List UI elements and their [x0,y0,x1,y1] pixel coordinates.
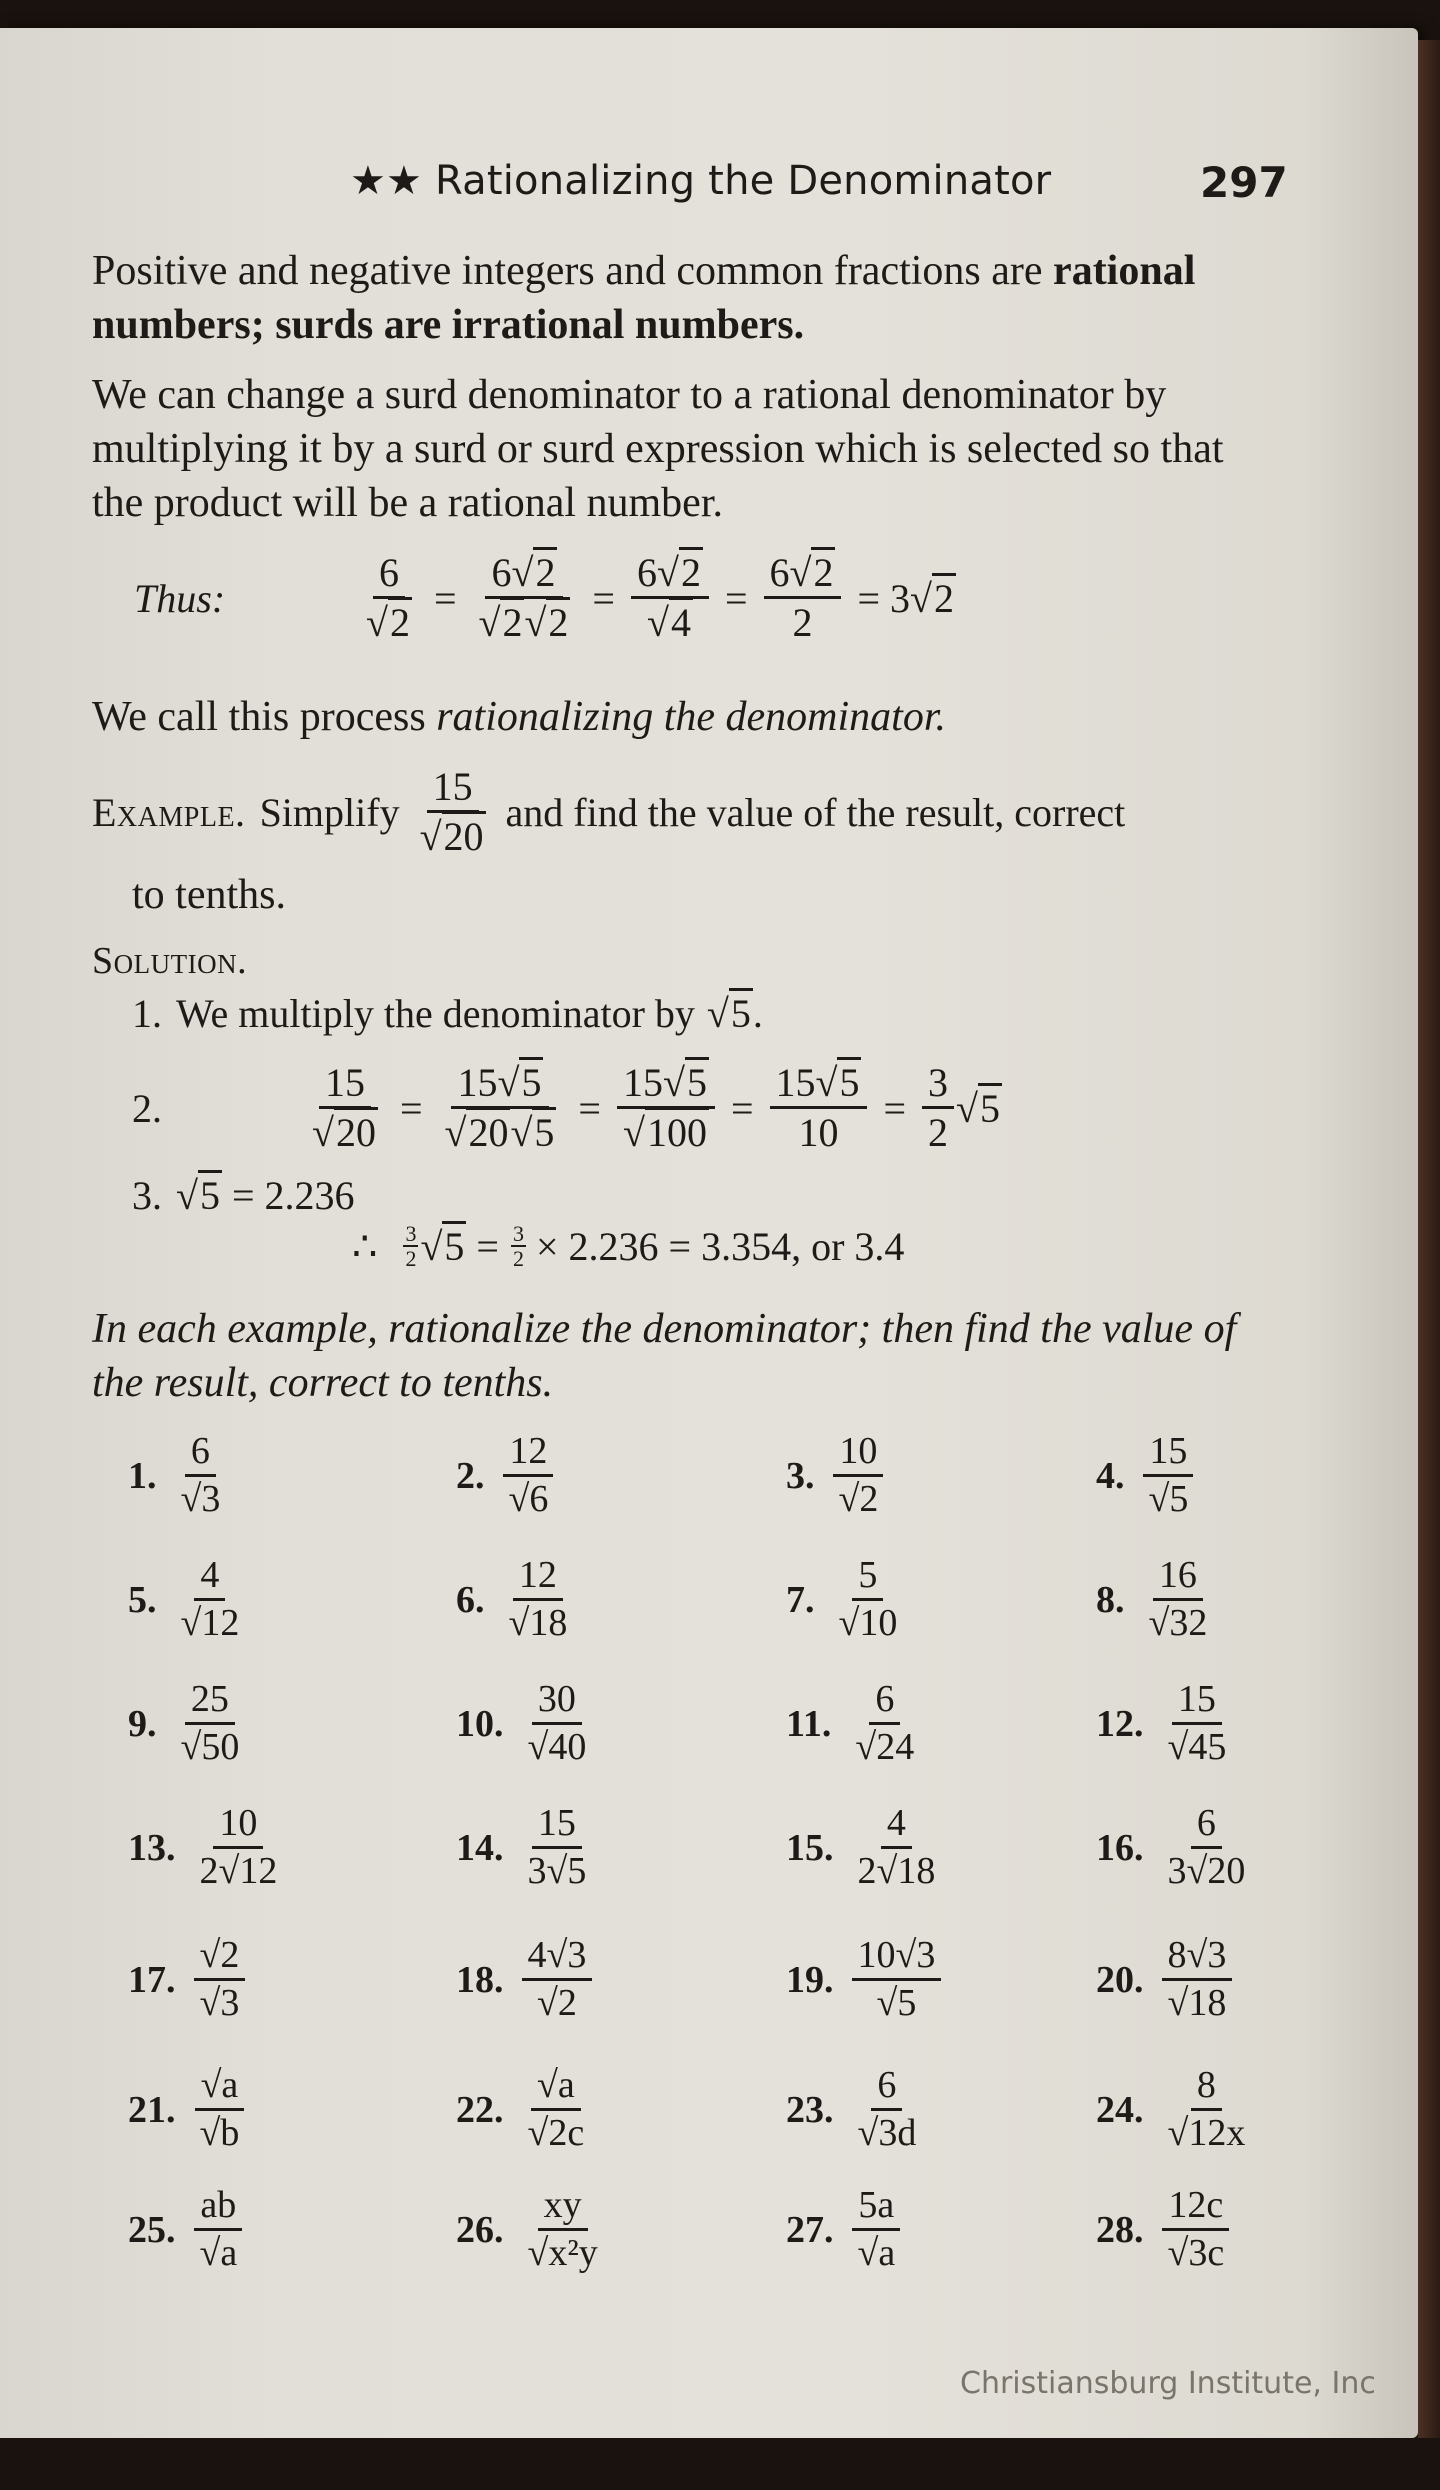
step-text: We multiply the denominator by [176,991,695,1036]
numerator: 15 [319,1062,371,1109]
page-number: 297 [1200,158,1288,207]
numerator: √a [531,2066,581,2111]
exercise-fraction [833,1556,904,1645]
fraction [770,1062,868,1155]
exercise-fraction [852,1936,942,2025]
numerator: 6√2 [631,552,709,599]
therefore-result: × 2.236 = 3.354, or 3.4 [535,1223,905,1269]
denominator: 2√12 [199,1849,278,1892]
example-text: Simplify [259,790,400,835]
denominator: √40 [527,1725,587,1768]
exercise-number: 18. [456,1959,504,2002]
exercise-number: 6. [456,1579,485,1622]
equals: = [592,576,615,621]
numerator: 6 [869,1680,900,1725]
exercise-18 [456,1936,598,2025]
fraction [764,552,842,645]
denominator: √6 [508,1477,549,1520]
numerator: √2 [194,1936,246,1981]
exercise-fraction [852,2186,902,2275]
coefficient: 15 [457,1060,498,1105]
denominator: √3 [199,1981,240,2024]
exercise-number: 13. [128,1827,176,1870]
exercise-fraction [1143,1556,1214,1645]
exercise-fraction [849,1680,920,1769]
step-number: 1. [132,991,162,1036]
numerator: 10 [833,1432,883,1477]
radicand: 2 [500,597,524,645]
exercise-number: 7. [786,1579,815,1622]
period: . [752,991,763,1036]
coefficient: 6 [636,550,657,595]
numerator: 25 [185,1680,235,1725]
numerator: 15 [532,1804,582,1849]
solution-step-1: 1. We multiply the denominator by √5 . [132,990,763,1037]
numerator: 6√2 [485,552,563,599]
process-term: rationalizing the denominator. [436,694,947,740]
numerator: 6 [871,2066,902,2111]
coefficient: 6 [491,550,512,595]
exercise-fraction [522,1804,593,1893]
exercise-4 [1096,1432,1200,1521]
example-fraction [414,766,492,859]
denominator: √50 [180,1725,240,1768]
denominator: 3√5 [527,1849,587,1892]
exercise-11 [786,1680,926,1769]
denominator: 2 [928,1110,949,1155]
denominator: √2 [838,1477,879,1520]
numerator: 6 [373,552,405,599]
exercise-22 [456,2066,596,2155]
exercise-number: 21. [128,2089,176,2132]
fraction [360,552,418,645]
equals: = [399,1086,423,1131]
intro-paragraph-1 [92,244,1272,352]
numerator: 16 [1153,1556,1203,1601]
exercise-number: 22. [456,2089,504,2132]
exercise-number: 11. [786,1703,832,1746]
exercise-23 [786,2066,928,2155]
exercise-1 [128,1432,232,1521]
result: 3√2 [890,575,956,622]
exercise-2 [456,1432,560,1521]
radicand: 5 [729,988,753,1036]
exercise-20 [1096,1936,1238,2025]
exercise-number: 10. [456,1703,504,1746]
radicand: 5 [519,1057,543,1105]
exercise-number: 15. [786,1827,834,1870]
exercise-number: 26. [456,2209,504,2252]
exercise-10 [456,1680,598,1769]
radicand: 5 [532,1107,556,1155]
equals: = [857,576,881,621]
denominator: √x²y [527,2231,598,2274]
exercise-number: 3. [786,1455,815,1498]
denominator: √2 [537,1981,577,2024]
intro-text: Positive and negative integers and common fractions are [92,248,1043,294]
fraction [617,1062,715,1155]
exercise-fraction [194,2066,246,2155]
solution-step-3: 3. √5 = 2.236 [132,1172,355,1219]
book-edge [1418,40,1440,2440]
denominator: √2 [360,599,418,645]
fraction [439,1062,563,1155]
numerator: 12c [1162,2186,1229,2231]
exercise-fraction [194,1804,284,1893]
equals: = [883,1086,907,1131]
thus-equation [134,552,956,645]
exercise-number: 8. [1096,1579,1125,1622]
numerator: √a [195,2066,245,2111]
radicand: 2 [932,573,956,621]
numerator: 15 [1172,1680,1222,1725]
numerator: 6 [185,1432,216,1477]
exercise-26 [456,2186,610,2275]
denominator: √12x [1167,2111,1246,2154]
fraction [403,1222,418,1270]
numerator: 10 [213,1804,263,1849]
radicand: 2 [546,597,570,645]
exercise-number: 25. [128,2209,176,2252]
exercise-fraction [1162,1936,1233,2025]
exercise-fraction [175,1680,246,1769]
radicand: 20 [334,1107,378,1155]
exercise-number: 2. [456,1455,485,1498]
watermark: Christiansburg Institute, Inc [960,2366,1376,2401]
denominator: √20 [414,813,492,859]
exercise-number: 12. [1096,1703,1144,1746]
radicand: 2 [811,547,835,595]
fraction [511,1222,526,1270]
exercise-15 [786,1804,947,1893]
numerator: 12 [503,1432,553,1477]
process-paragraph [92,690,1272,744]
denominator: √a [199,2231,238,2274]
numerator: ab [194,2186,242,2231]
equals: = [730,1086,754,1131]
exercise-fraction [194,2186,244,2275]
denominator: √3d [857,2111,917,2154]
therefore-symbol: ∴ [352,1223,378,1269]
exercise-fraction [503,1432,555,1521]
exercise-14 [456,1804,598,1893]
solution-step-2: 2. $\frac{15}{√20}$ = $\frac{15√5}{√20√5}$ = $\frac{15√5}{√100}$ = $\frac{15√5}{10}$ = $\frac{3}{2}$ √5 [132,1062,1002,1155]
numerator: 4 [194,1556,225,1601]
term-rational: rational numbers [92,248,1196,348]
exercise-number: 5. [128,1579,157,1622]
numerator: 4 [881,1804,912,1849]
exercise-fraction [194,1936,246,2025]
exercise-number: 17. [128,1959,176,2002]
term-irrational: irrational numbers. [451,302,805,348]
radicand: 5 [978,1083,1002,1131]
denominator: √b [199,2111,240,2154]
radicand: 2 [533,547,557,595]
solution-label: Solution. [92,940,248,982]
exercise-17 [128,1936,251,2025]
exercise-number: 19. [786,1959,834,2002]
step-number: 2. [132,1086,162,1131]
radicand: 20 [442,811,486,859]
radicand: 5 [442,1221,466,1269]
denominator: √20√5 [439,1109,563,1155]
exercise-fraction [175,1432,227,1521]
numerator: 6 [1191,1804,1222,1849]
exercise-fraction [1143,1432,1195,1521]
example-label: Example. [92,790,246,835]
denominator: 2 [792,600,813,645]
numerator: 15√5 [617,1062,715,1109]
radicand: 100 [645,1107,709,1155]
exercise-fraction [1162,1680,1233,1769]
coefficient: 15 [622,1060,663,1105]
exercise-28 [1096,2186,1236,2275]
radicand: 2 [388,597,412,645]
exercise-fraction [522,2186,604,2275]
exercise-fraction [522,1680,593,1769]
denominator: √20 [306,1109,384,1155]
instructions: In each example, rationalize the denominator; then find the value of the result, correct to tenths. [92,1306,1237,1406]
exercise-25 [128,2186,249,2275]
denominator: √100 [617,1109,715,1155]
numerator: 3 [512,1221,524,1246]
exercise-9 [128,1680,251,1769]
exercise-5 [128,1556,251,1645]
numerator: 15 [1143,1432,1193,1477]
numerator: 3 [405,1221,417,1246]
coefficient: 6 [769,550,790,595]
exercise-number: 24. [1096,2089,1144,2132]
example-text: and find the value of the result, correct [505,790,1126,835]
exercise-19 [786,1936,947,2025]
numerator: 5 [852,1556,883,1601]
exercise-fraction [1162,1804,1252,1893]
numerator: 8 [1191,2066,1222,2111]
example-continued: to tenths. [132,872,286,918]
exercise-number: 9. [128,1703,157,1746]
exercise-21 [128,2066,251,2155]
coefficient: 15 [775,1060,816,1105]
denominator: 10 [798,1110,839,1155]
denominator: √10 [838,1601,898,1644]
equals: = [724,576,748,621]
denominator: √2c [527,2111,585,2154]
radicand: 5 [198,1170,222,1218]
radicand: 4 [669,597,693,645]
exercise-fraction [503,1556,574,1645]
step-number: 3. [132,1173,162,1218]
equals: = [578,1086,601,1131]
numerator: 4√3 [522,1936,593,1981]
radicand: 5 [837,1057,861,1105]
equals: = [433,576,457,621]
therefore-line: ∴ $\frac{3}{2}$ √5 = $\frac{3}{2}$ × 2.236 = 3.354, or 3.4 [352,1221,905,1272]
exercise-number: 1. [128,1455,157,1498]
running-head: ★★ Rationalizing the Denominator [350,158,1052,204]
exercise-fraction [1162,2186,1231,2275]
numerator: 12 [513,1556,563,1601]
denominator: √5 [1148,1477,1189,1520]
denominator: √3c [1167,2231,1225,2274]
exercise-7 [786,1556,909,1645]
numerator: 15√5 [451,1062,549,1109]
exercise-number: 28. [1096,2209,1144,2252]
denominator: √a [857,2231,896,2274]
exercise-fraction [522,2066,591,2155]
denominator: √4 [641,599,699,645]
thus-label: Thus: [134,576,226,621]
denominator: 2 [405,1246,417,1272]
numerator: 3 [922,1062,954,1109]
numerator: 6√2 [764,552,842,599]
exercise-fraction [852,1804,942,1893]
exercise-number: 20. [1096,1959,1144,2002]
numerator: 10√3 [852,1936,942,1981]
denominator: √3 [180,1477,221,1520]
exercise-fraction [1162,2066,1252,2155]
denominator: √45 [1167,1725,1227,1768]
intro-paragraph-2: We can change a surd denominator to a rational denominator by multiplying it by a surd or surd expression which is selected so that the product will be a rational number. [92,372,1224,526]
fraction [306,1062,384,1155]
process-text: We call this process [92,694,426,740]
exercise-number: 14. [456,1827,504,1870]
denominator: √18 [508,1601,568,1644]
numerator: 8√3 [1162,1936,1233,1981]
exercise-13 [128,1804,289,1893]
radicand: 20 [466,1107,510,1155]
denominator: √32 [1148,1601,1208,1644]
numerator: 15 [427,766,479,813]
exercise-12 [1096,1680,1238,1769]
bottom-background [0,2438,1440,2490]
step-value: = 2.236 [231,1173,355,1218]
numerator: 5a [852,2186,900,2231]
exercise-number: 23. [786,2089,834,2132]
denominator: √12 [180,1601,240,1644]
exercise-fraction [852,2066,923,2155]
exercise-number: 4. [1096,1455,1125,1498]
denominator: 3√20 [1167,1849,1246,1892]
exercise-number: 27. [786,2209,834,2252]
exercise-8 [1096,1556,1219,1645]
exercise-number: 16. [1096,1827,1144,1870]
exercise-fraction [833,1432,885,1521]
intro-text: ; surds are [250,302,442,348]
denominator: √2√2 [473,599,577,645]
exercise-fraction [522,1936,593,2025]
exercise-27 [786,2186,907,2275]
radicand: 2 [679,547,703,595]
exercise-6 [456,1556,579,1645]
numerator: 15√5 [770,1062,868,1109]
exercise-24 [1096,2066,1257,2155]
denominator: √18 [1167,1981,1227,2024]
numerator: xy [538,2186,588,2231]
numerator: 30 [532,1680,582,1725]
denominator: √5 [876,1981,917,2024]
example-line [92,766,1125,859]
fraction [922,1062,954,1155]
denominator: 2 [512,1246,524,1272]
fraction [631,552,709,645]
denominator: √24 [855,1725,915,1768]
exercise-3 [786,1432,890,1521]
radicand: 5 [685,1057,709,1105]
exercise-fraction [175,1556,246,1645]
fraction [473,552,577,645]
equals: = [476,1223,499,1269]
denominator: 2√18 [857,1849,936,1892]
exercise-16 [1096,1804,1257,1893]
coefficient: 3 [890,576,911,621]
